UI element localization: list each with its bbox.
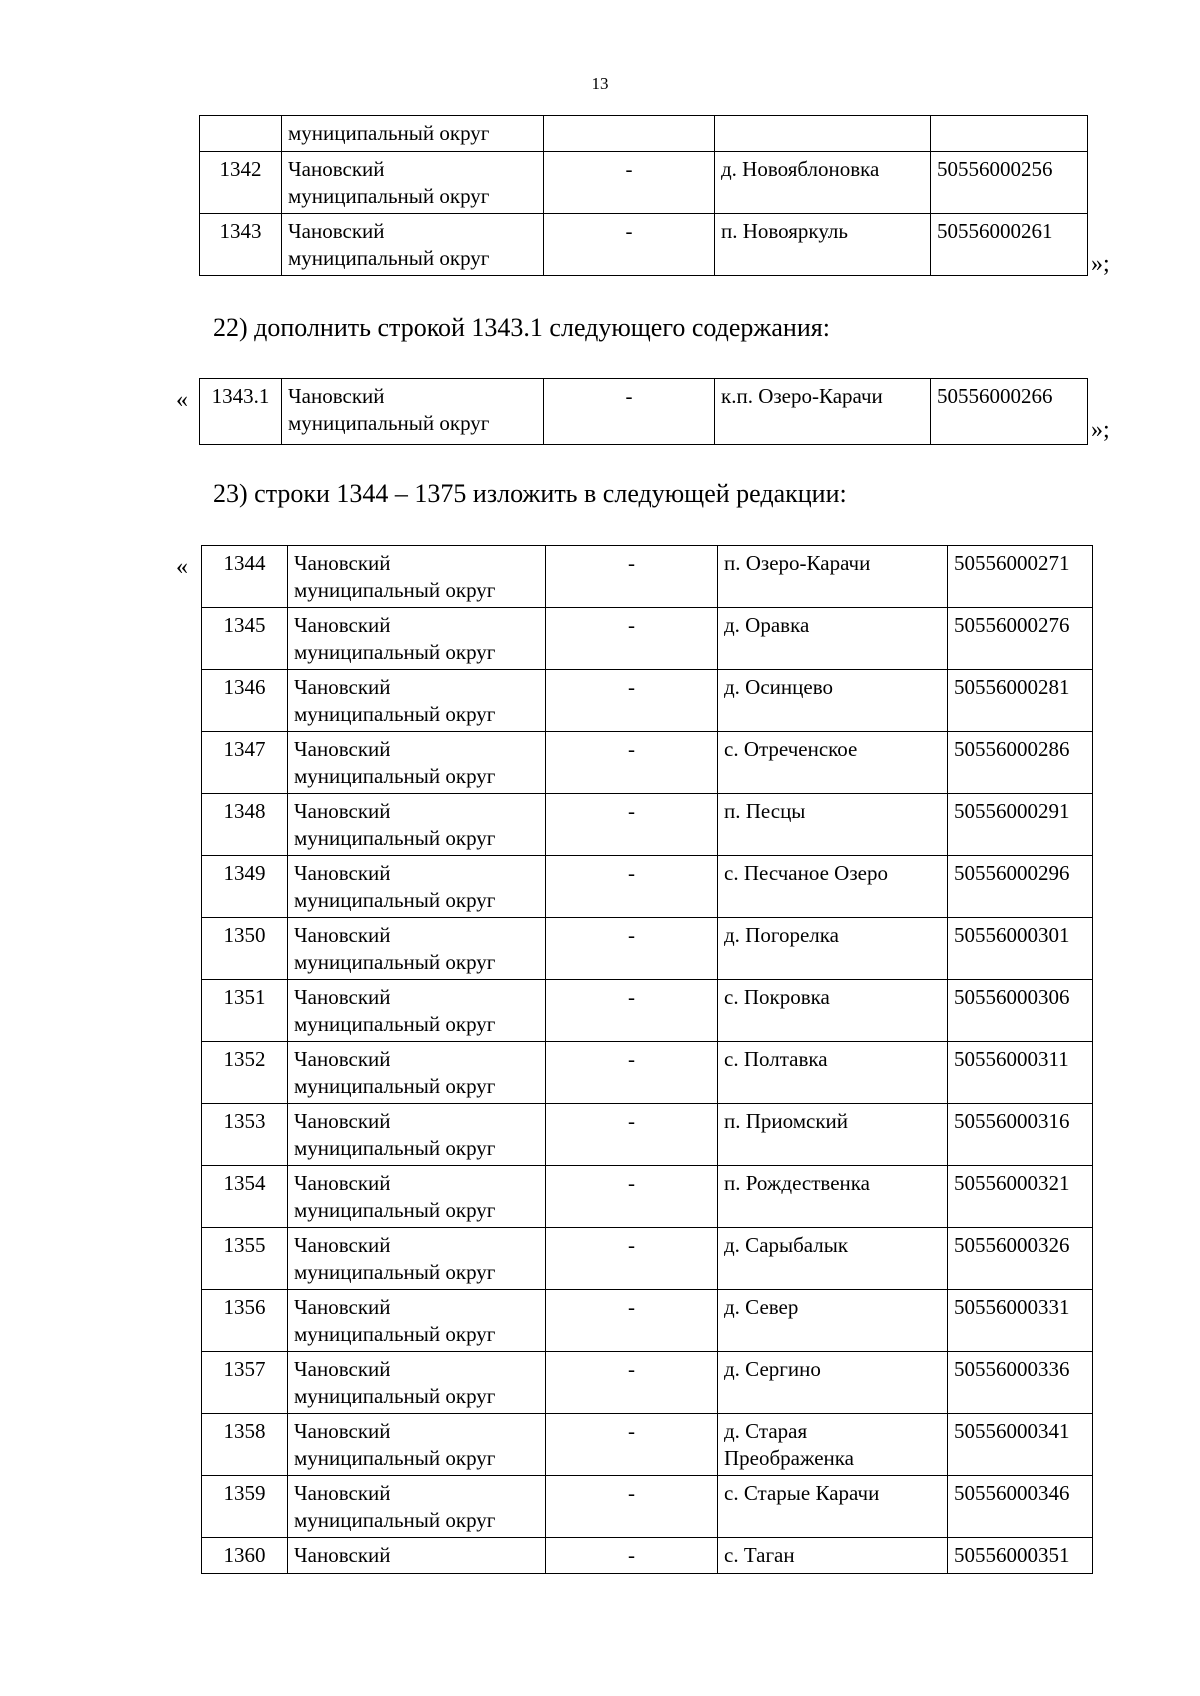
code-cell-text: 50556000336	[954, 1357, 1070, 1381]
code-cell-text: 50556000321	[954, 1171, 1070, 1195]
district-cell-text: муниципальный округ	[294, 1260, 496, 1284]
code-cell-text: 50556000281	[954, 675, 1070, 699]
row-number	[202, 1042, 288, 1104]
row-number-text: 1354	[223, 1171, 266, 1195]
place-cell	[718, 732, 948, 794]
dash-cell-text: -	[628, 675, 635, 699]
district-cell-text: муниципальный округ	[294, 950, 496, 974]
district-cell-text: муниципальный округ	[294, 1446, 496, 1470]
code-cell-text: 50556000296	[954, 861, 1070, 885]
district-cell-text: муниципальный округ	[294, 1508, 496, 1532]
dash-cell-text: -	[628, 985, 635, 1009]
num-cell	[200, 116, 282, 152]
district-cell-text: муниципальный округ	[288, 121, 490, 145]
district-cell-text: Чановский	[294, 613, 391, 637]
dash-cell-text: -	[628, 613, 635, 637]
district-cell	[288, 546, 546, 608]
district-cell-text: муниципальный округ	[294, 1198, 496, 1222]
place-cell-text: с. Песчаное Озеро	[724, 861, 888, 885]
page-number: 13	[591, 74, 609, 93]
district-cell	[288, 918, 546, 980]
dash-cell	[546, 732, 718, 794]
place-cell-text: д. Север	[724, 1295, 799, 1319]
district-cell-text: муниципальный округ	[288, 411, 490, 435]
place-cell-text: п. Песцы	[724, 799, 806, 823]
code-cell	[931, 379, 1088, 445]
district-cell-text: Чановский	[294, 675, 391, 699]
code-cell	[931, 152, 1088, 214]
district-cell-text: Чановский	[288, 157, 385, 181]
district-cell	[288, 1042, 546, 1104]
place-cell-text: с. Старые Карачи	[724, 1481, 880, 1505]
table-row	[202, 1104, 1093, 1166]
district-cell-text: Чановский	[294, 985, 391, 1009]
place-cell	[718, 1414, 948, 1476]
dash-cell-text: -	[628, 551, 635, 575]
place-cell	[718, 608, 948, 670]
district-cell	[282, 152, 544, 214]
row-number-text: 1356	[223, 1295, 266, 1319]
row-number-text: 1359	[223, 1481, 266, 1505]
code-cell	[948, 856, 1093, 918]
dash-cell-text: -	[628, 799, 635, 823]
code-cell	[931, 116, 1088, 152]
table-row	[200, 379, 1088, 445]
table-row	[202, 608, 1093, 670]
code-cell-text: 50556000266	[937, 384, 1053, 408]
code-cell	[948, 1538, 1093, 1574]
code-cell	[948, 608, 1093, 670]
row-number	[202, 1352, 288, 1414]
place-cell	[718, 1290, 948, 1352]
place-cell	[715, 379, 931, 445]
district-cell	[288, 794, 546, 856]
district-cell-text: Чановский	[294, 551, 391, 575]
code-cell	[931, 214, 1088, 276]
code-cell	[948, 794, 1093, 856]
district-cell-text: Чановский	[294, 1171, 391, 1195]
place-cell-text: с. Отреченское	[724, 737, 858, 761]
table-3	[201, 545, 1093, 1574]
row-number	[202, 856, 288, 918]
row-number-text: 1353	[223, 1109, 266, 1133]
row-number	[202, 980, 288, 1042]
dash-cell-text: -	[628, 1543, 635, 1567]
paragraph-23: 23) строки 1344 – 1375 изложить в следующей редакции:	[213, 479, 847, 508]
dash-cell	[546, 1352, 718, 1414]
code-cell	[948, 918, 1093, 980]
district-cell-text: Чановский	[294, 1109, 391, 1133]
district-cell-text: муниципальный округ	[294, 578, 496, 602]
place-cell-text: с. Покровка	[724, 985, 830, 1009]
district-cell	[288, 1104, 546, 1166]
place-cell	[718, 980, 948, 1042]
dash-cell-text: -	[628, 1109, 635, 1133]
dash-cell	[546, 1290, 718, 1352]
district-cell	[282, 379, 544, 445]
row-number	[202, 794, 288, 856]
place-cell-text: п. Озеро-Карачи	[724, 551, 871, 575]
code-cell-text: 50556000256	[937, 157, 1053, 181]
table-row-continued	[200, 116, 1088, 152]
table-row	[202, 1042, 1093, 1104]
code-cell	[948, 732, 1093, 794]
place-cell	[718, 918, 948, 980]
dash-cell-text: -	[628, 1047, 635, 1071]
code-cell-text: 50556000341	[954, 1419, 1070, 1443]
place-cell	[718, 1104, 948, 1166]
code-cell-text: 50556000271	[954, 551, 1070, 575]
place-cell-text: п. Приомский	[724, 1109, 849, 1133]
table-2-close-quote: »;	[1091, 417, 1110, 443]
dash-cell-text: -	[628, 1233, 635, 1257]
dash-cell	[546, 918, 718, 980]
code-cell-text: 50556000291	[954, 799, 1070, 823]
row-number-text: 1344	[223, 551, 266, 575]
district-cell	[282, 214, 544, 276]
table-row	[202, 1290, 1093, 1352]
dash-cell	[546, 980, 718, 1042]
code-cell	[948, 1352, 1093, 1414]
table-row	[202, 546, 1093, 608]
code-cell-text: 50556000311	[954, 1047, 1069, 1071]
code-cell	[948, 1290, 1093, 1352]
district-cell-text: муниципальный округ	[294, 702, 496, 726]
code-cell	[948, 980, 1093, 1042]
place-cell-text: д. Сергино	[724, 1357, 821, 1381]
row-number	[202, 1104, 288, 1166]
district-cell	[288, 1228, 546, 1290]
district-cell	[288, 1290, 546, 1352]
dash-cell	[546, 1166, 718, 1228]
table-row	[202, 918, 1093, 980]
place-cell	[715, 116, 931, 152]
dash-cell-text: -	[628, 1419, 635, 1443]
dash-cell	[544, 152, 715, 214]
dash-cell	[546, 794, 718, 856]
table-row	[202, 732, 1093, 794]
district-cell-text: муниципальный округ	[294, 1012, 496, 1036]
code-cell-text: 50556000286	[954, 737, 1070, 761]
code-cell-text: 50556000316	[954, 1109, 1070, 1133]
district-cell-text: Чановский	[294, 923, 391, 947]
district-cell-text: Чановский	[288, 219, 385, 243]
dash-cell	[544, 116, 715, 152]
district-cell-text: муниципальный округ	[294, 1136, 496, 1160]
row-number-text: 1346	[223, 675, 266, 699]
table-row	[200, 152, 1088, 214]
district-cell-text: Чановский	[294, 737, 391, 761]
table-3-open-quote: «	[176, 554, 188, 580]
district-cell-text: Чановский	[294, 1047, 391, 1071]
district-cell-text: Чановский	[294, 861, 391, 885]
code-cell-text: 50556000261	[937, 219, 1053, 243]
code-cell-text: 50556000301	[954, 923, 1070, 947]
table-row	[202, 856, 1093, 918]
place-cell	[718, 856, 948, 918]
row-number-text: 1348	[223, 799, 266, 823]
row-number	[202, 1228, 288, 1290]
district-cell-text: Чановский	[294, 1543, 391, 1567]
dash-cell	[546, 1228, 718, 1290]
row-number-text: 1343.1	[211, 384, 270, 408]
district-cell	[288, 1538, 546, 1574]
district-cell-text: муниципальный округ	[294, 640, 496, 664]
code-cell	[948, 1414, 1093, 1476]
place-cell	[718, 1476, 948, 1538]
table-row	[202, 670, 1093, 732]
code-cell	[948, 1042, 1093, 1104]
dash-cell	[544, 214, 715, 276]
place-cell-text: п. Новояркуль	[721, 219, 848, 243]
code-cell-text: 50556000326	[954, 1233, 1070, 1257]
table-row	[202, 1538, 1093, 1574]
dash-cell	[544, 379, 715, 445]
row-number	[202, 732, 288, 794]
place-cell	[718, 1228, 948, 1290]
table-row	[202, 1476, 1093, 1538]
dash-cell-text: -	[628, 1481, 635, 1505]
district-cell	[288, 1352, 546, 1414]
district-cell	[282, 116, 544, 152]
dash-cell	[546, 1476, 718, 1538]
district-cell-text: Чановский	[294, 1295, 391, 1319]
place-cell	[715, 152, 931, 214]
row-number-text: 1342	[219, 157, 262, 181]
place-cell	[718, 1538, 948, 1574]
place-cell-text: д. Оравка	[724, 613, 810, 637]
district-cell	[288, 980, 546, 1042]
row-number	[202, 1290, 288, 1352]
place-cell	[718, 1352, 948, 1414]
dash-cell-text: -	[628, 1171, 635, 1195]
row-number-text: 1345	[223, 613, 266, 637]
dash-cell	[546, 1104, 718, 1166]
place-cell-text: к.п. Озеро-Карачи	[721, 384, 883, 408]
row-number	[202, 1414, 288, 1476]
code-cell-text: 50556000351	[954, 1543, 1070, 1567]
district-cell-text: муниципальный округ	[294, 764, 496, 788]
code-cell	[948, 1228, 1093, 1290]
row-number-text: 1343	[219, 219, 262, 243]
dash-cell	[546, 1538, 718, 1574]
dash-cell	[546, 670, 718, 732]
dash-cell	[546, 1042, 718, 1104]
district-cell	[288, 732, 546, 794]
place-cell-text: д. Новояблоновка	[721, 157, 880, 181]
dash-cell	[546, 1414, 718, 1476]
dash-cell-text: -	[625, 219, 633, 243]
dash-cell-text: -	[628, 861, 635, 885]
row-number	[200, 214, 282, 276]
table-row	[202, 794, 1093, 856]
table-1-close-quote: »;	[1091, 251, 1110, 277]
table-row	[202, 1414, 1093, 1476]
dash-cell	[546, 546, 718, 608]
row-number-text: 1347	[223, 737, 266, 761]
row-number	[200, 379, 282, 445]
district-cell-text: муниципальный округ	[288, 184, 490, 208]
row-number	[202, 918, 288, 980]
district-cell-text: муниципальный округ	[294, 888, 496, 912]
table-2	[199, 378, 1088, 445]
place-cell	[718, 1042, 948, 1104]
code-cell-text: 50556000306	[954, 985, 1070, 1009]
row-number	[202, 1538, 288, 1574]
dash-cell-text: -	[625, 384, 633, 408]
district-cell-text: муниципальный округ	[294, 826, 496, 850]
code-cell	[948, 546, 1093, 608]
place-cell	[718, 1166, 948, 1228]
district-cell-text: Чановский	[288, 384, 385, 408]
place-cell-text: с. Полтавка	[724, 1047, 828, 1071]
district-cell-text: Чановский	[294, 1481, 391, 1505]
row-number	[202, 546, 288, 608]
row-number	[202, 1166, 288, 1228]
row-number-text: 1358	[223, 1419, 266, 1443]
table-2-open-quote: «	[176, 387, 188, 413]
row-number	[202, 608, 288, 670]
dash-cell-text: -	[628, 737, 635, 761]
district-cell-text: Чановский	[294, 1357, 391, 1381]
district-cell-text: Чановский	[294, 1233, 391, 1257]
dash-cell-text: -	[628, 1295, 635, 1319]
table-row	[202, 1228, 1093, 1290]
table-row	[202, 1352, 1093, 1414]
place-cell	[718, 794, 948, 856]
table-row	[202, 1166, 1093, 1228]
district-cell-text: Чановский	[294, 799, 391, 823]
district-cell	[288, 1166, 546, 1228]
place-cell-text: д. Сарыбалык	[724, 1233, 849, 1257]
dash-cell	[546, 856, 718, 918]
place-cell	[715, 214, 931, 276]
dash-cell	[546, 608, 718, 670]
place-cell-text: д. Осинцево	[724, 675, 833, 699]
district-cell	[288, 608, 546, 670]
code-cell	[948, 1476, 1093, 1538]
table-row	[202, 980, 1093, 1042]
row-number-text: 1351	[223, 985, 266, 1009]
row-number	[202, 1476, 288, 1538]
place-cell	[718, 546, 948, 608]
row-number	[202, 670, 288, 732]
code-cell	[948, 1166, 1093, 1228]
paragraph-22: 22) дополнить строкой 1343.1 следующего содержания:	[213, 313, 830, 342]
district-cell-text: Чановский	[294, 1419, 391, 1443]
row-number	[200, 152, 282, 214]
district-cell-text: муниципальный округ	[288, 246, 490, 270]
table-1	[199, 115, 1088, 276]
code-cell	[948, 670, 1093, 732]
code-cell	[948, 1104, 1093, 1166]
place-cell-text: д. Погорелка	[724, 923, 839, 947]
district-cell-text: муниципальный округ	[294, 1322, 496, 1346]
district-cell	[288, 856, 546, 918]
place-cell-text: с. Таган	[724, 1543, 795, 1567]
code-cell-text: 50556000331	[954, 1295, 1070, 1319]
table-row	[200, 214, 1088, 276]
row-number-text: 1352	[223, 1047, 266, 1071]
district-cell-text: муниципальный округ	[294, 1074, 496, 1098]
row-number-text: 1355	[223, 1233, 266, 1257]
code-cell-text: 50556000276	[954, 613, 1070, 637]
code-cell-text: 50556000346	[954, 1481, 1070, 1505]
dash-cell-text: -	[628, 1357, 635, 1381]
row-number-text: 1349	[223, 861, 266, 885]
district-cell	[288, 670, 546, 732]
row-number-text: 1350	[223, 923, 266, 947]
district-cell	[288, 1414, 546, 1476]
district-cell	[288, 1476, 546, 1538]
place-cell	[718, 670, 948, 732]
dash-cell-text: -	[628, 923, 635, 947]
dash-cell-text: -	[625, 157, 633, 181]
place-cell-text: п. Рождественка	[724, 1171, 870, 1195]
row-number-text: 1357	[223, 1357, 266, 1381]
place-cell-text: д. Старая Преображенка	[724, 1419, 854, 1470]
row-number-text: 1360	[223, 1543, 266, 1567]
district-cell-text: муниципальный округ	[294, 1384, 496, 1408]
